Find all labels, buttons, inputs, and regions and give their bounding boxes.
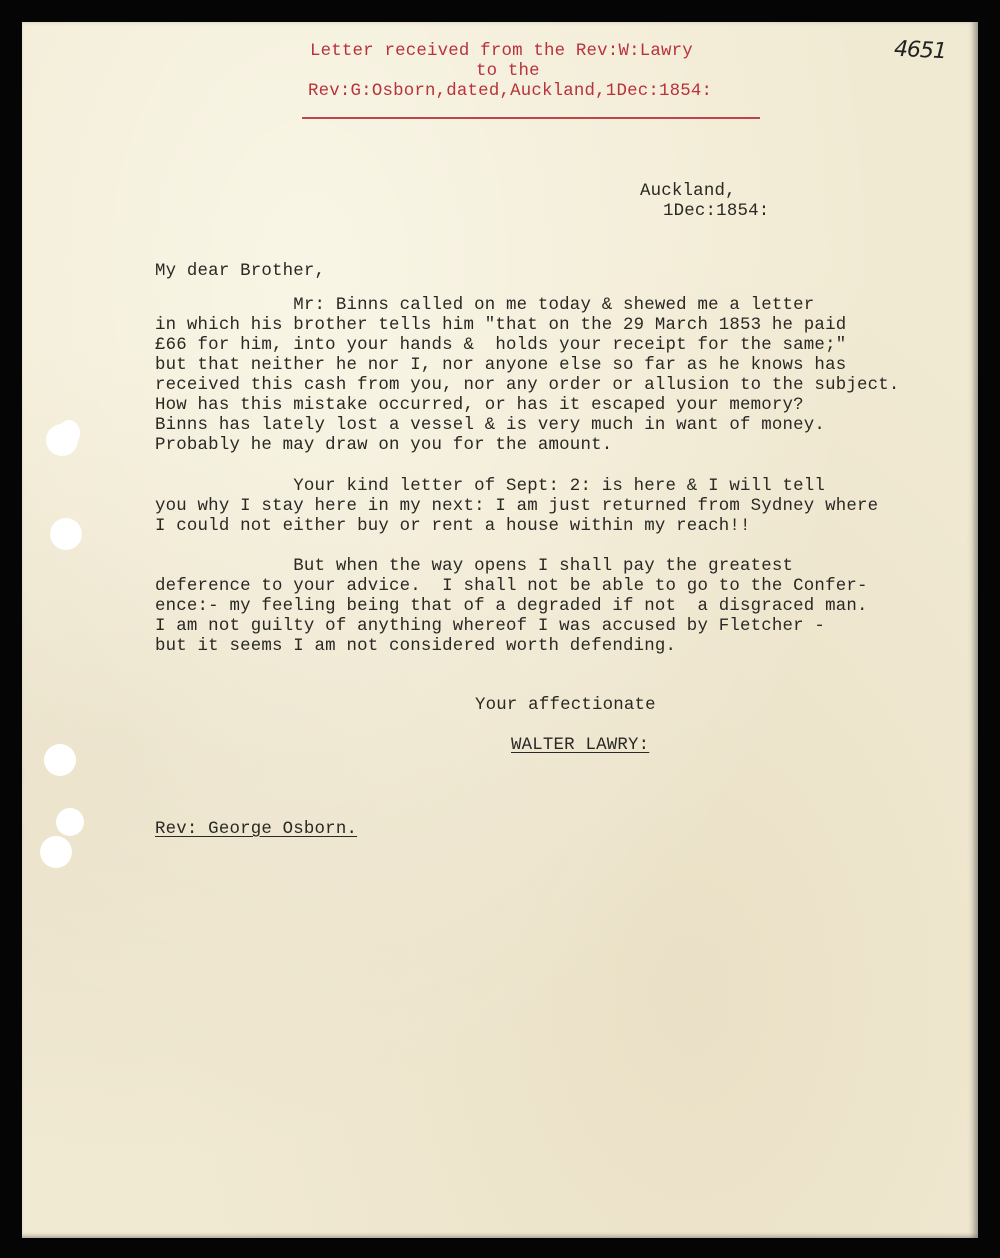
body-line: £66 for him, into your hands & holds your receipt for the same;"	[155, 336, 847, 355]
header-line-3: Rev:G:Osborn,dated,Auckland,1Dec:1854:	[308, 82, 713, 101]
body-line: I could not either buy or rent a house within my reach!!	[155, 517, 751, 536]
signature: WALTER LAWRY:	[511, 736, 650, 755]
body-line: How has this mistake occurred, or has it escaped your memory?	[155, 396, 804, 415]
header-line-2: to the	[476, 62, 540, 81]
body-line: but it seems I am not considered worth defending.	[155, 637, 677, 656]
body-line: ence:- my feeling being that of a degraded if not a disgraced man.	[155, 597, 868, 616]
body-line: Your kind letter of Sept: 2: is here & I will tell	[155, 477, 826, 496]
body-line: deference to your advice. I shall not be able to go to the Confer-	[155, 577, 868, 596]
punch-hole	[58, 420, 80, 446]
body-line: in which his brother tells him "that on the 29 March 1853 he paid	[155, 316, 847, 335]
body-line: but that neither he nor I, nor anyone else so far as he knows has	[155, 356, 847, 375]
body-line: Binns has lately lost a vessel & is very much in want of money.	[155, 416, 826, 435]
body-line: received this cash from you, nor any order or allusion to the subject.	[155, 376, 900, 395]
body-line: I am not guilty of anything whereof I was accused by Fletcher -	[155, 617, 826, 636]
addressee: Rev: George Osborn.	[155, 820, 358, 839]
closing: Your affectionate	[475, 696, 656, 715]
date: 1Dec:1854:	[663, 202, 770, 221]
body-line: you why I stay here in my next: I am just returned from Sydney where	[155, 497, 879, 516]
salutation: My dear Brother,	[155, 262, 326, 281]
body-line: Mr: Binns called on me today & shewed me a letter	[155, 296, 815, 315]
archive-number: 4651	[893, 36, 947, 65]
header-divider	[302, 117, 760, 119]
punch-hole	[50, 518, 82, 550]
body-line: Probably he may draw on you for the amount.	[155, 436, 613, 455]
body-line: But when the way opens I shall pay the greatest	[155, 557, 794, 576]
punch-hole	[44, 744, 76, 776]
place: Auckland,	[640, 182, 736, 201]
punch-hole	[56, 808, 84, 836]
punch-hole	[40, 836, 72, 868]
header-line-1: Letter received from the Rev:W:Lawry	[310, 42, 693, 61]
